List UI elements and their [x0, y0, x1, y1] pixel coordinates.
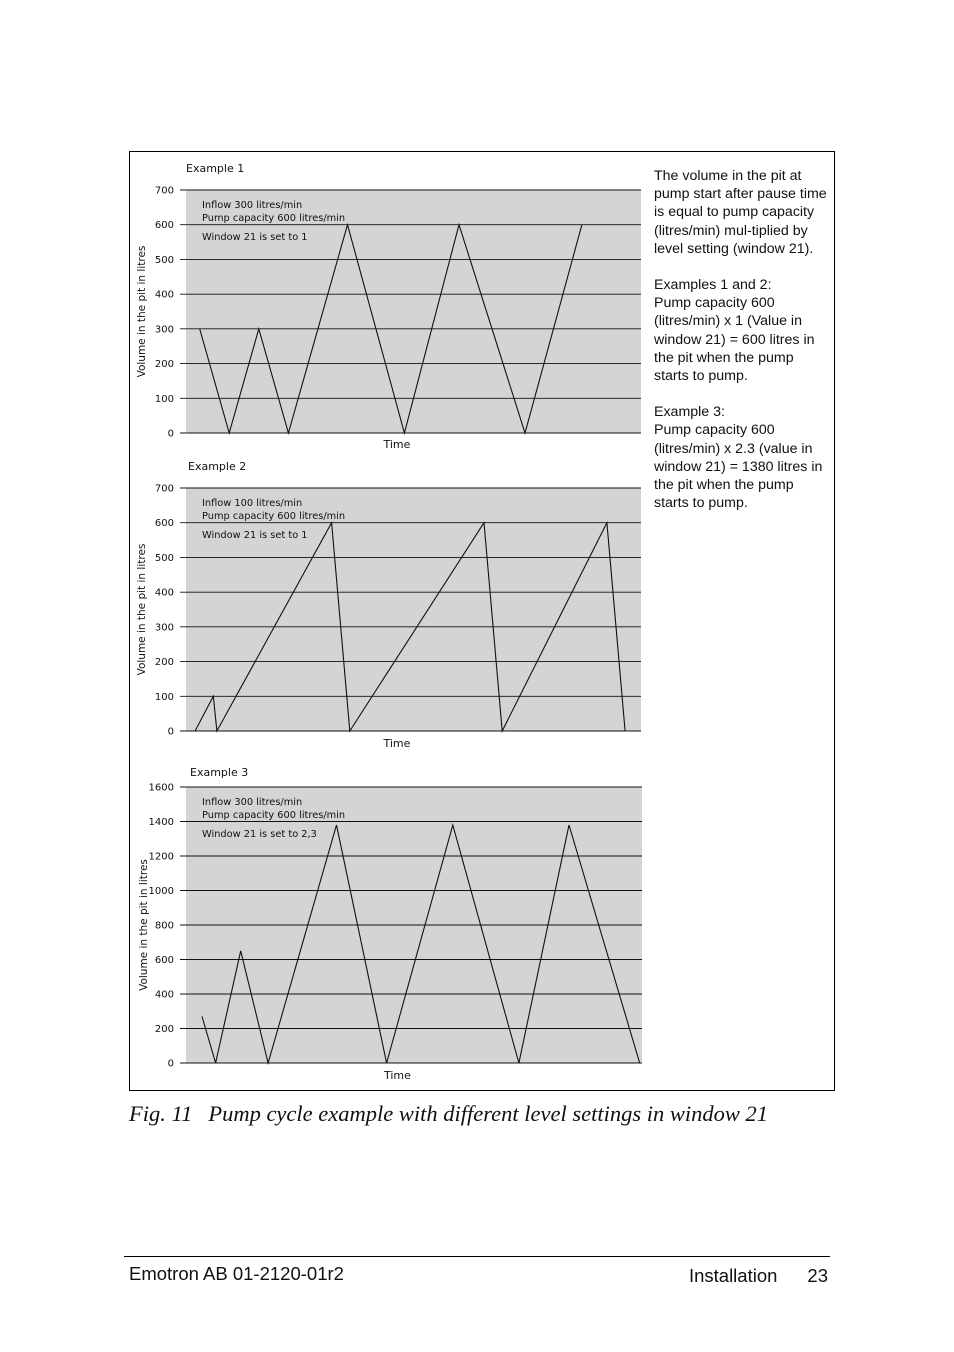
chart-3-ytick-label: 400 [154, 989, 174, 1001]
chart-1-ytick-label: 700 [154, 185, 174, 197]
chart-2-ytick-label: 600 [154, 518, 174, 530]
chart-1-ytick-label: 500 [154, 254, 174, 266]
chart-2-y-axis-label: Volume in the pit in litres [136, 543, 148, 676]
chart-3-y-axis-label: Volume in the pit in litres [138, 859, 150, 991]
footer-page-number: 23 [807, 1265, 828, 1286]
chart-2-ytick-label: 0 [167, 726, 174, 738]
chart-3-ytick-label: 200 [154, 1024, 174, 1035]
chart-1-ytick-label: 300 [154, 324, 174, 336]
chart-3-ytick-label: 1600 [148, 782, 174, 794]
chart-2-ytick-label: 300 [154, 622, 174, 634]
chart-2-ytick-label: 400 [154, 587, 174, 599]
chart-1 [136, 162, 641, 451]
chart-2-ytick-label: 500 [154, 552, 174, 564]
chart-1-title: Example 1 [186, 162, 245, 175]
chart-1-ytick-label: 200 [154, 359, 174, 371]
chart-3-x-axis-label: Time [384, 1069, 411, 1082]
footer-divider [124, 1256, 830, 1257]
chart-1-y-axis-label: Volume in the pit in litres [136, 245, 148, 378]
examples-1-2-heading: Examples 1 and 2 [654, 277, 768, 294]
footer-section: Installation [688, 1265, 778, 1286]
chart-3-ytick-label: 1000 [148, 886, 174, 897]
figure-caption [129, 1101, 909, 1127]
side-explanation [654, 167, 830, 530]
chart-2-plot-area [186, 488, 641, 731]
chart-1-annotation: Inflow 300 litres/min [202, 200, 303, 211]
chart-1-annotation: Window 21 is set to 1 [202, 232, 308, 243]
chart-1-ytick-label: 0 [167, 428, 174, 440]
chart-3-ytick-label: 600 [154, 955, 174, 966]
intro-text: The volume in the pit at pump start after pause time is equal to pump capacity (litres/min) mul-tiplied by level setting (window 21). [654, 168, 827, 257]
chart-3-ytick-label: 800 [154, 920, 174, 932]
footer-right [689, 1265, 828, 1287]
chart-3-title: Example 3 [190, 766, 249, 779]
chart-3-ytick-label: 1400 [148, 817, 174, 828]
example-3-block: Example 3: Pump capacity 600 (litres/min) x 2.3 (value in window 21) = 1380 litres in the pit when the pump starts to pump. [654, 404, 823, 512]
chart-3-annotation: Pump capacity 600 litres/min [202, 810, 346, 821]
chart-2-annotation: Window 21 is set to 1 [202, 530, 308, 541]
footer-document-id: Emotron AB 01-2120-01r2 [129, 1263, 344, 1284]
examples-1-2-block: Examples 1 and 2: Pump capacity 600 (litres/min) x 1 (Value in window 21) = 600 litres in the pit when the pump starts to pump. [654, 277, 815, 385]
chart-3-annotation: Window 21 is set to 2,3 [202, 829, 317, 840]
chart-2-annotation: Inflow 100 litres/min [202, 498, 303, 509]
chart-2-title: Example 2 [188, 460, 247, 473]
chart-2-x-axis-label: Time [383, 737, 411, 750]
chart-1-ytick-label: 600 [154, 220, 174, 232]
chart-3-ytick-label: 0 [167, 1058, 174, 1070]
figure-caption-text: Pump cycle example with different level settings in window 21 [208, 1101, 768, 1126]
chart-2-ytick-label: 200 [154, 657, 174, 669]
example-3-body: Pump capacity 600 (litres/min) x 2.3 (value in window 21) = 1380 litres in the pit when the pump starts to pump. [654, 422, 823, 512]
chart-1-ytick-label: 400 [154, 289, 174, 301]
chart-1-annotation: Pump capacity 600 litres/min [202, 213, 346, 224]
chart-3 [138, 766, 642, 1082]
chart-2-ytick-label: 100 [154, 691, 174, 703]
example-3-heading: Example 3 [654, 404, 722, 421]
chart-1-ytick-label: 100 [154, 393, 174, 405]
examples-1-2-body: Pump capacity 600 (litres/min) x 1 (Value in window 21) = 600 litres in the pit when the pump starts to pump. [654, 295, 815, 385]
chart-2-ytick-label: 700 [154, 483, 174, 495]
chart-1-x-axis-label: Time [383, 438, 411, 451]
chart-3-annotation: Inflow 300 litres/min [202, 797, 303, 808]
chart-2-annotation: Pump capacity 600 litres/min [202, 511, 346, 522]
figure-number: Fig. 11 [129, 1101, 193, 1126]
chart-2 [136, 460, 641, 750]
chart-3-ytick-label: 1200 [148, 851, 174, 863]
